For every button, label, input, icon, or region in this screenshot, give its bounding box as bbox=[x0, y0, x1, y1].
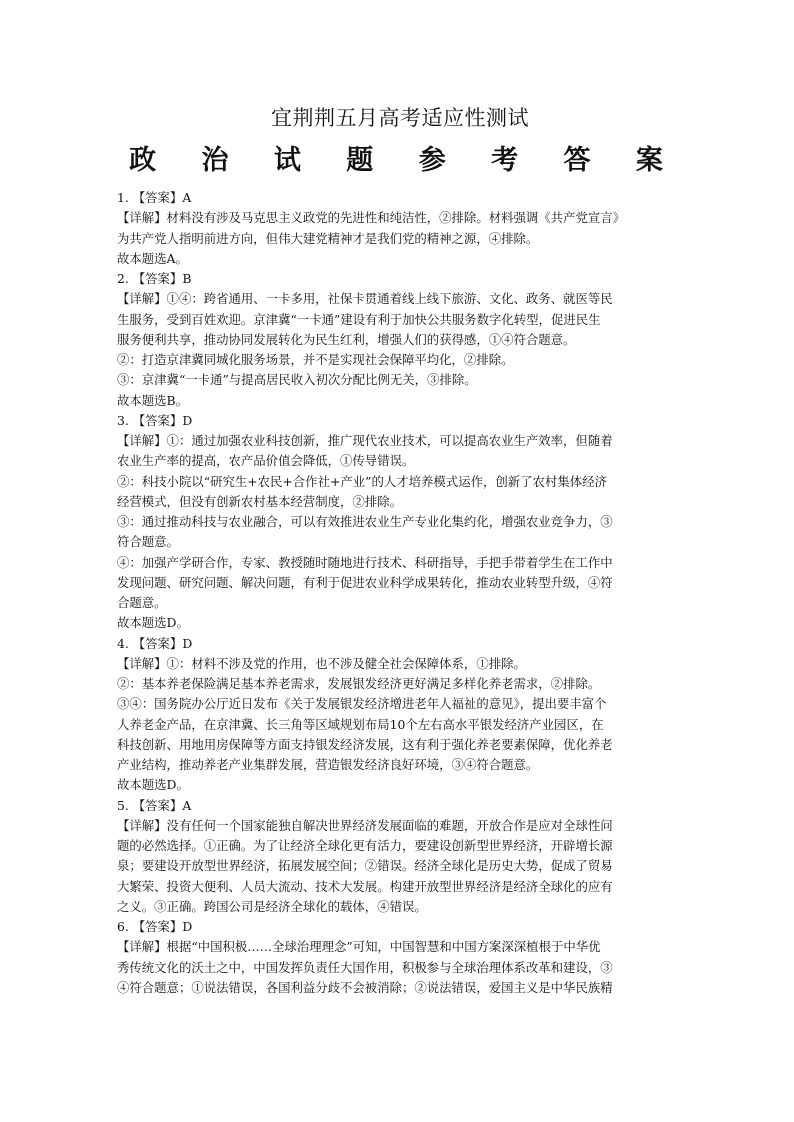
answer-text-line: 题的必然选择。①正确。为了让经济全球化更有活力，要建设创新型世界经济，开辟增长源 bbox=[117, 838, 613, 853]
answer-heading: 5. 【答案】A bbox=[117, 797, 192, 813]
answer-text-line: 故本题选D。 bbox=[117, 615, 189, 631]
answer-text-line: 故本题选B。 bbox=[117, 392, 189, 408]
answer-text-line: 农业生产率的提高，农产品价值会降低，①传导错误。 bbox=[117, 453, 415, 469]
answer-text-line: ③：通过推动科技与农业融合，可以有效推进农业生产专业化集约化，增强农业竞争力，③ bbox=[117, 514, 613, 529]
answer-text-line: 【详解】根据“中国积极……全球治理理念”可知，中国智慧和中国方案深深植根于中华优 bbox=[117, 939, 601, 955]
answer-text-line: ②：基本养老保险满足基本养老需求，发展银发经济更好满足多样化养老需求，②排除。 bbox=[117, 676, 601, 691]
answer-text-line: 【详解】①④：跨省通用、一卡多用，社保卡贯通着线上线下旅游、文化、政务、就医等民 bbox=[117, 291, 613, 307]
answer-text-line: ③④：国务院办公厅近日发布《关于发展银发经济增进老年人福祉的意见》，提出要丰富个 bbox=[117, 696, 607, 712]
answer-text-line: ④符合题意；①说法错误，各国利益分歧不会被消除；②说法错误，爱国主义是中华民族精 bbox=[117, 979, 613, 995]
answer-text-line: 生服务，受到百姓欢迎。京津冀“一卡通”建设有利于加快公共服务数字化转型，促进民生 bbox=[117, 311, 601, 327]
answer-text-line: 产业结构，推动养老产业集群发展，营造银发经济良好环境，③④符合题意。 bbox=[117, 757, 539, 772]
answer-text-line: 故本题选A。 bbox=[117, 250, 188, 266]
answer-text-line: 符合题意。 bbox=[117, 534, 179, 550]
answer-text-line: 秀传统文化的沃土之中，中国发挥负责任大国作用，积极参与全球治理体系改革和建设，③ bbox=[117, 959, 613, 975]
answer-text-line: 合题意。 bbox=[117, 595, 167, 610]
answer-heading: 2. 【答案】B bbox=[117, 271, 192, 286]
answer-text-line: 故本题选D。 bbox=[117, 777, 189, 793]
answer-heading: 1. 【答案】A bbox=[117, 190, 192, 205]
answer-text-line: 【详解】材料没有涉及马克思主义政党的先进性和纯洁性，②排除。材料强调《共产党宣言》 bbox=[117, 210, 626, 226]
answer-text-line: 【详解】没有任何一个国家能独自解决世界经济发展面临的难题，开放合作是应对全球性问 bbox=[117, 817, 613, 833]
answer-body bbox=[117, 188, 683, 998]
answer-text-line: ③：京津冀“一卡通”与提高居民收入初次分配比例无关，③排除。 bbox=[117, 372, 477, 388]
answer-text-line: 之义。③正确。跨国公司是经济全球化的载体，④错误。 bbox=[117, 898, 427, 914]
answer-heading: 3. 【答案】D bbox=[117, 412, 193, 428]
answer-text-line: 泉；要建设开放型世界经济，拓展发展空间；②错误。经济全球化是历史大势，促成了贸易 bbox=[117, 858, 613, 874]
answer-key-heading: 政 治 试 题 参 考 答 案 bbox=[129, 145, 681, 176]
answer-text-line: 服务便利共享，推动协同发展转化为民生红利，增强人们的获得感，①④符合题意。 bbox=[117, 331, 576, 347]
answer-text-line: 经营模式，但没有创新农村基本经营制度，②排除。 bbox=[117, 493, 402, 509]
answer-text-line: 【详解】①：通过加强农业科技创新，推广现代农业技术，可以提高农业生产效率，但随着 bbox=[117, 433, 613, 448]
answer-text-line: 科技创新、用地用房保障等方面支持银发经济发展，这有利于强化养老要素保障，优化养老 bbox=[117, 736, 613, 752]
exam-title: 宜荆荆五月高考适应性测试 bbox=[271, 106, 529, 130]
answer-text-line: ②：科技小院以“研究生+农民+合作社+产业”的人才培养模式运作，创新了农村集体经济 bbox=[117, 473, 607, 489]
answer-text-line: 发现问题、研究问题、解决问题，有利于促进农业科学成果转化，推动农业转型升级，④符 bbox=[117, 574, 613, 590]
answer-text-line: 为共产党人指明前进方向，但伟大建党精神才是我们党的精神之源，④排除。 bbox=[117, 230, 539, 246]
answer-text-line: 人养老金产品，在京津冀、长三角等区域规划布局10个左右高水平银发经济产业园区，在 bbox=[117, 716, 604, 732]
answer-text-line: 【详解】①：材料不涉及党的作用，也不涉及健全社会保障体系，①排除。 bbox=[117, 655, 526, 671]
answer-text-line: ②：打造京津冀同城化服务场景，并不是实现社会保障平均化，②排除。 bbox=[117, 352, 514, 367]
answer-heading: 4. 【答案】D bbox=[117, 635, 193, 651]
answer-heading: 6. 【答案】D bbox=[117, 919, 193, 934]
answer-text-line: 大繁荣、投资大便利、人员大流动、技术大发展。构建开放型世界经济是经济全球化的应有 bbox=[117, 878, 613, 894]
answer-text-line: ④：加强产学研合作，专家、教授随时随地进行技术、科研指导，手把手带着学生在工作中 bbox=[117, 554, 613, 570]
